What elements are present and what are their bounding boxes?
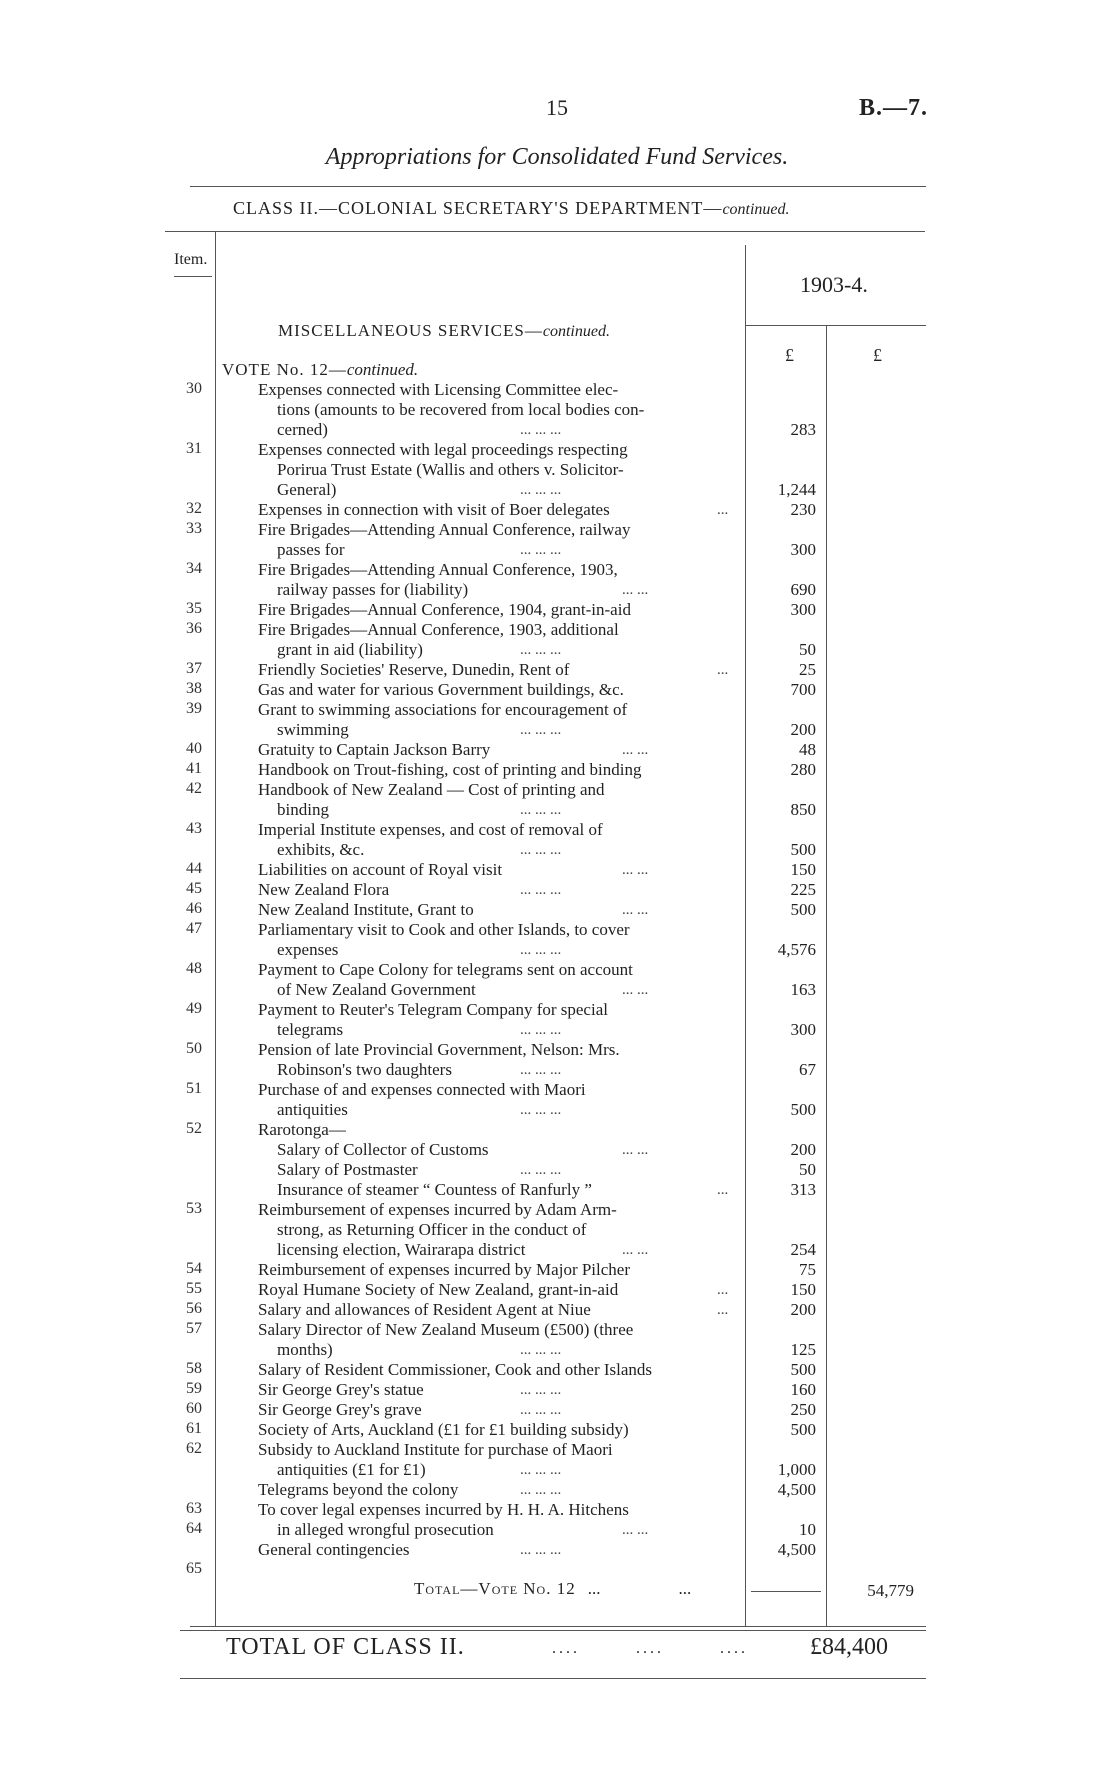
item-description-line: Grant to swimming associations for encouragement of	[258, 700, 628, 719]
item-description-line: Robinson's two daughters	[277, 1060, 452, 1079]
item-number: 63	[186, 1500, 202, 1517]
item-description-line: Handbook of New Zealand — Cost of printing and	[258, 780, 605, 799]
item-description-line: Expenses connected with legal proceedings respecting	[258, 440, 628, 459]
dot-leader: ... ... ...	[520, 1022, 562, 1038]
item-number: 60	[186, 1400, 202, 1417]
item-number: 59	[186, 1380, 202, 1397]
year-header-rule	[746, 325, 926, 326]
item-description-line: in alleged wrongful prosecution	[277, 1520, 494, 1539]
item-description-line: Salary and allowances of Resident Agent at Niue	[258, 1300, 591, 1319]
item-amount: 500	[790, 1360, 816, 1379]
item-description-line: Handbook on Trout-fishing, cost of printing and binding	[258, 760, 642, 779]
item-amount: 75	[799, 1260, 816, 1279]
year-column-header: 1903-4.	[800, 272, 868, 297]
item-number: 42	[186, 780, 202, 797]
dot-leader: ... ...	[622, 1522, 649, 1538]
item-amount: 10	[799, 1520, 816, 1539]
item-description-line: Gratuity to Captain Jackson Barry	[258, 740, 491, 759]
item-number: 54	[186, 1260, 202, 1277]
item-header-rule	[174, 276, 212, 277]
item-amount: 500	[790, 900, 816, 919]
item-description-line: exhibits, &c.	[277, 840, 365, 859]
item-number: 58	[186, 1360, 202, 1377]
item-description-line: telegrams	[277, 1020, 344, 1039]
item-number: 44	[186, 860, 202, 877]
item-description-line: tions (amounts to be recovered from local bodies con-	[277, 400, 645, 419]
item-number: 55	[186, 1280, 202, 1297]
item-description-line: To cover legal expenses incurred by H. H. A. Hitchens	[258, 1500, 629, 1519]
item-description-line: railway passes for (liability)	[277, 580, 469, 599]
class-total-leader: .... .... ....	[552, 1640, 748, 1657]
item-description-line: Reimbursement of expenses incurred by Adam Arm-	[258, 1200, 617, 1219]
dot-leader: ... ... ...	[520, 1162, 562, 1178]
item-description-line: Fire Brigades—Attending Annual Conference, 1903,	[258, 560, 618, 579]
item-amount: 254	[790, 1240, 816, 1259]
dot-leader: ... ... ...	[520, 1062, 562, 1078]
pound-sign-totals: £	[873, 345, 882, 365]
item-description-line: Rarotonga—	[258, 1120, 346, 1139]
item-description-line: antiquities (£1 for £1)	[277, 1460, 426, 1479]
item-amount: 200	[790, 1300, 816, 1319]
item-description-line: Society of Arts, Auckland (£1 for £1 building subsidy)	[258, 1420, 629, 1439]
item-description-line: licensing election, Wairarapa district	[277, 1240, 526, 1259]
item-description-line: cerned)	[277, 420, 328, 439]
dot-leader: ... ...	[622, 582, 649, 598]
item-description-line: passes for	[277, 540, 345, 559]
item-description-line: Parliamentary visit to Cook and other Islands, to cover	[258, 920, 630, 939]
item-description-line: Gas and water for various Government buildings, &c.	[258, 680, 624, 699]
item-column-rule	[215, 232, 216, 1626]
item-number: 57	[186, 1320, 202, 1337]
item-amount: 200	[790, 1140, 816, 1159]
header-rule	[190, 186, 926, 187]
item-description-line: Fire Brigades—Attending Annual Conference, railway	[258, 520, 631, 539]
item-number: 65	[186, 1560, 202, 1577]
item-number: 37	[186, 660, 202, 677]
dot-leader: ... ... ...	[520, 542, 562, 558]
item-description-line: Liabilities on account of Royal visit	[258, 860, 503, 879]
item-description-line: General contingencies	[258, 1540, 410, 1559]
item-number: 45	[186, 880, 202, 897]
dot-leader: ...	[717, 1182, 729, 1198]
item-number: 49	[186, 1000, 202, 1017]
item-number: 41	[186, 760, 202, 777]
dot-leader: ... ... ...	[520, 482, 562, 498]
dot-leader: ...	[717, 502, 729, 518]
dot-leader: ... ... ...	[520, 422, 562, 438]
total-vote-label: Total—Vote No. 12 ... ...	[414, 1579, 692, 1598]
item-number: 32	[186, 500, 202, 517]
dot-leader: ... ... ...	[520, 1542, 562, 1558]
item-description-line: strong, as Returning Officer in the conduct of	[277, 1220, 587, 1239]
item-description-line: General)	[277, 480, 337, 499]
item-amount: 690	[790, 580, 816, 599]
item-amount: 67	[799, 1060, 816, 1079]
item-amount: 50	[799, 640, 816, 659]
dot-leader: ... ...	[622, 742, 649, 758]
item-amount: 4,500	[777, 1540, 816, 1559]
dot-leader: ... ...	[622, 1142, 649, 1158]
item-number: 34	[186, 560, 202, 577]
item-description-line: New Zealand Institute, Grant to	[258, 900, 474, 919]
page-number: 15	[546, 95, 568, 120]
item-amount: 125	[790, 1340, 816, 1359]
item-number: 51	[186, 1080, 202, 1097]
item-description-line: Pension of late Provincial Government, Nelson: Mrs.	[258, 1040, 620, 1059]
dot-leader: ... ...	[622, 862, 649, 878]
item-number: 36	[186, 620, 202, 637]
item-description-line: months)	[277, 1340, 333, 1359]
item-amount: 850	[790, 800, 816, 819]
item-amount: 1,244	[777, 480, 816, 499]
item-number: 30	[186, 380, 202, 397]
item-description-line: Salary of Resident Commissioner, Cook and other Islands	[258, 1360, 653, 1379]
item-description-line: Royal Humane Society of New Zealand, grant-in-aid	[258, 1280, 619, 1299]
item-description-line: Insurance of steamer “ Countess of Ranfurly ”	[277, 1180, 592, 1199]
item-description-line: Fire Brigades—Annual Conference, 1903, additional	[258, 620, 619, 639]
item-number: 31	[186, 440, 202, 457]
item-description-line: Sir George Grey's statue	[258, 1380, 424, 1399]
item-description-line: Expenses connected with Licensing Committee elec-	[258, 380, 619, 399]
dot-leader: ... ... ...	[520, 1342, 562, 1358]
item-number: 48	[186, 960, 202, 977]
item-number: 43	[186, 820, 202, 837]
item-description-line: Payment to Reuter's Telegram Company for special	[258, 1000, 608, 1019]
item-number: 62	[186, 1440, 202, 1457]
item-number: 52	[186, 1120, 202, 1137]
item-description-line: expenses	[277, 940, 339, 959]
item-amount: 300	[790, 540, 816, 559]
item-number: 46	[186, 900, 202, 917]
item-description-line: Expenses in connection with visit of Boer delegates	[258, 500, 610, 519]
item-amount: 500	[790, 1420, 816, 1439]
item-column-header: Item.	[174, 251, 208, 268]
item-description-line: Reimbursement of expenses incurred by Major Pilcher	[258, 1260, 631, 1279]
item-description-line: Sir George Grey's grave	[258, 1400, 422, 1419]
item-description-line: of New Zealand Government	[277, 980, 476, 999]
item-amount: 313	[790, 1180, 816, 1199]
table-bottom-rule-inner	[180, 1630, 926, 1631]
item-number: 39	[186, 700, 202, 717]
item-description-line: Payment to Cape Colony for telegrams sent on account	[258, 960, 633, 979]
section-title: MISCELLANEOUS SERVICES—continued.	[278, 321, 610, 340]
table-bottom-rule	[190, 1626, 926, 1627]
pound-sign-items: £	[785, 345, 794, 365]
dot-leader: ... ...	[622, 982, 649, 998]
dot-leader: ... ... ...	[520, 722, 562, 738]
dot-leader: ... ... ...	[520, 1102, 562, 1118]
item-amount: 225	[790, 880, 816, 899]
dot-leader: ... ... ...	[520, 1462, 562, 1478]
item-number: 61	[186, 1420, 202, 1437]
item-amount: 300	[790, 600, 816, 619]
item-amount: 283	[790, 420, 816, 439]
dot-leader: ...	[717, 1302, 729, 1318]
item-amount: 150	[790, 1280, 816, 1299]
item-description-line: Telegrams beyond the colony	[258, 1480, 459, 1499]
item-description-line: Fire Brigades—Annual Conference, 1904, grant-in-aid	[258, 600, 631, 619]
item-number: 50	[186, 1040, 202, 1057]
amount-column-rule	[826, 325, 827, 1626]
item-amount: 230	[790, 500, 816, 519]
subtotal-rule	[751, 1591, 821, 1592]
item-amount: 700	[790, 680, 816, 699]
item-description-line: New Zealand Flora	[258, 880, 390, 899]
footer-rule	[180, 1678, 926, 1679]
item-amount: 500	[790, 1100, 816, 1119]
item-description-line: Salary Director of New Zealand Museum (£500) (three	[258, 1320, 634, 1339]
item-amount: 48	[799, 740, 816, 759]
item-number: 35	[186, 600, 202, 617]
dot-leader: ... ...	[622, 902, 649, 918]
dot-leader: ... ... ...	[520, 1482, 562, 1498]
dot-leader: ... ... ...	[520, 802, 562, 818]
item-number: 64	[186, 1520, 202, 1537]
dot-leader: ...	[717, 1282, 729, 1298]
item-amount: 300	[790, 1020, 816, 1039]
item-description-line: Salary of Postmaster	[277, 1160, 418, 1179]
class-title: CLASS II.—COLONIAL SECRETARY'S DEPARTMENT—continued.	[233, 198, 790, 218]
item-number: 38	[186, 680, 202, 697]
item-number: 56	[186, 1300, 202, 1317]
dot-leader: ... ... ...	[520, 882, 562, 898]
item-description-line: Imperial Institute expenses, and cost of removal of	[258, 820, 603, 839]
item-amount: 25	[799, 660, 816, 679]
dot-leader: ... ... ...	[520, 642, 562, 658]
class-total-label: TOTAL OF CLASS II.	[226, 1634, 465, 1660]
item-number: 40	[186, 740, 202, 757]
item-amount: 280	[790, 760, 816, 779]
dot-leader: ... ... ...	[520, 1382, 562, 1398]
document-reference: B.—7.	[858, 95, 928, 121]
item-amount: 500	[790, 840, 816, 859]
item-amount: 160	[790, 1380, 816, 1399]
page-heading: Appropriations for Consolidated Fund Services.	[325, 144, 789, 170]
item-description-line: Friendly Societies' Reserve, Dunedin, Rent of	[258, 660, 570, 679]
item-amount: 200	[790, 720, 816, 739]
total-vote-amount: 54,779	[867, 1581, 914, 1600]
item-amount: 1,000	[777, 1460, 816, 1479]
dot-leader: ... ... ...	[520, 842, 562, 858]
item-amount: 250	[790, 1400, 816, 1419]
item-description-line: swimming	[277, 720, 349, 739]
item-description-line: antiquities	[277, 1100, 348, 1119]
class-title-rule	[165, 231, 925, 232]
dot-leader: ... ... ...	[520, 1402, 562, 1418]
item-amount: 163	[790, 980, 816, 999]
class-total-amount: £84,400	[810, 1634, 888, 1660]
item-description-line: Subsidy to Auckland Institute for purchase of Maori	[258, 1440, 613, 1459]
item-description-line: binding	[277, 800, 329, 819]
item-description-line: Porirua Trust Estate (Wallis and others v. Solicitor-	[277, 460, 624, 479]
item-number: 53	[186, 1200, 202, 1217]
item-description-line: grant in aid (liability)	[277, 640, 423, 659]
item-description-line: Salary of Collector of Customs	[277, 1140, 489, 1159]
item-amount: 50	[799, 1160, 816, 1179]
item-amount: 150	[790, 860, 816, 879]
dot-leader: ... ...	[622, 1242, 649, 1258]
item-amount: 4,500	[777, 1480, 816, 1499]
dot-leader: ...	[717, 662, 729, 678]
item-description-line: Purchase of and expenses connected with Maori	[258, 1080, 586, 1099]
item-amount: 4,576	[777, 940, 816, 959]
item-number: 47	[186, 920, 202, 937]
item-number: 33	[186, 520, 202, 537]
dot-leader: ... ... ...	[520, 942, 562, 958]
vote-heading: VOTE No. 12—continued.	[222, 360, 419, 379]
